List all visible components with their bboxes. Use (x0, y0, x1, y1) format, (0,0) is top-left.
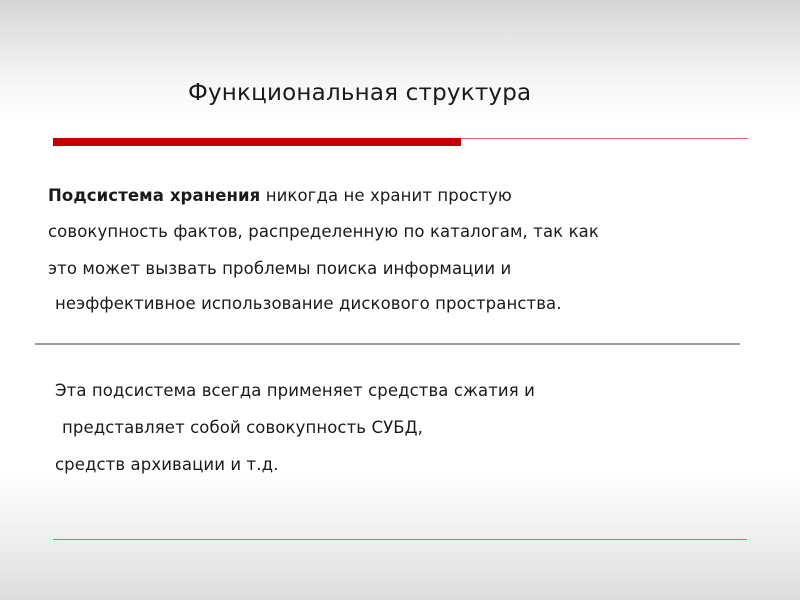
slide-title: Функциональная структура (188, 80, 532, 106)
subsystem-term: Подсистема хранения (48, 186, 261, 205)
paragraph1-line3: это может вызвать проблемы поиска информации и (48, 259, 512, 278)
paragraph1-line1 (48, 186, 512, 205)
paragraph1-line1-text: никогда не хранит простую (260, 186, 512, 205)
title-underline-thin (461, 138, 748, 139)
paragraph2-line2: представляет собой совокупность СУБД, (62, 418, 423, 437)
footer-rule (53, 539, 747, 540)
paragraph2-line1: Эта подсистема всегда применяет средства сжатия и (55, 381, 535, 400)
paragraph1-line2: совокупность фактов, распределенную по каталогам, так как (48, 222, 599, 241)
paragraph1-line4: неэффективное использование дискового пространства. (55, 294, 562, 313)
title-underline-thick (53, 138, 461, 146)
section-divider (35, 343, 740, 345)
paragraph2-line3: средств архивации и т.д. (55, 455, 279, 474)
